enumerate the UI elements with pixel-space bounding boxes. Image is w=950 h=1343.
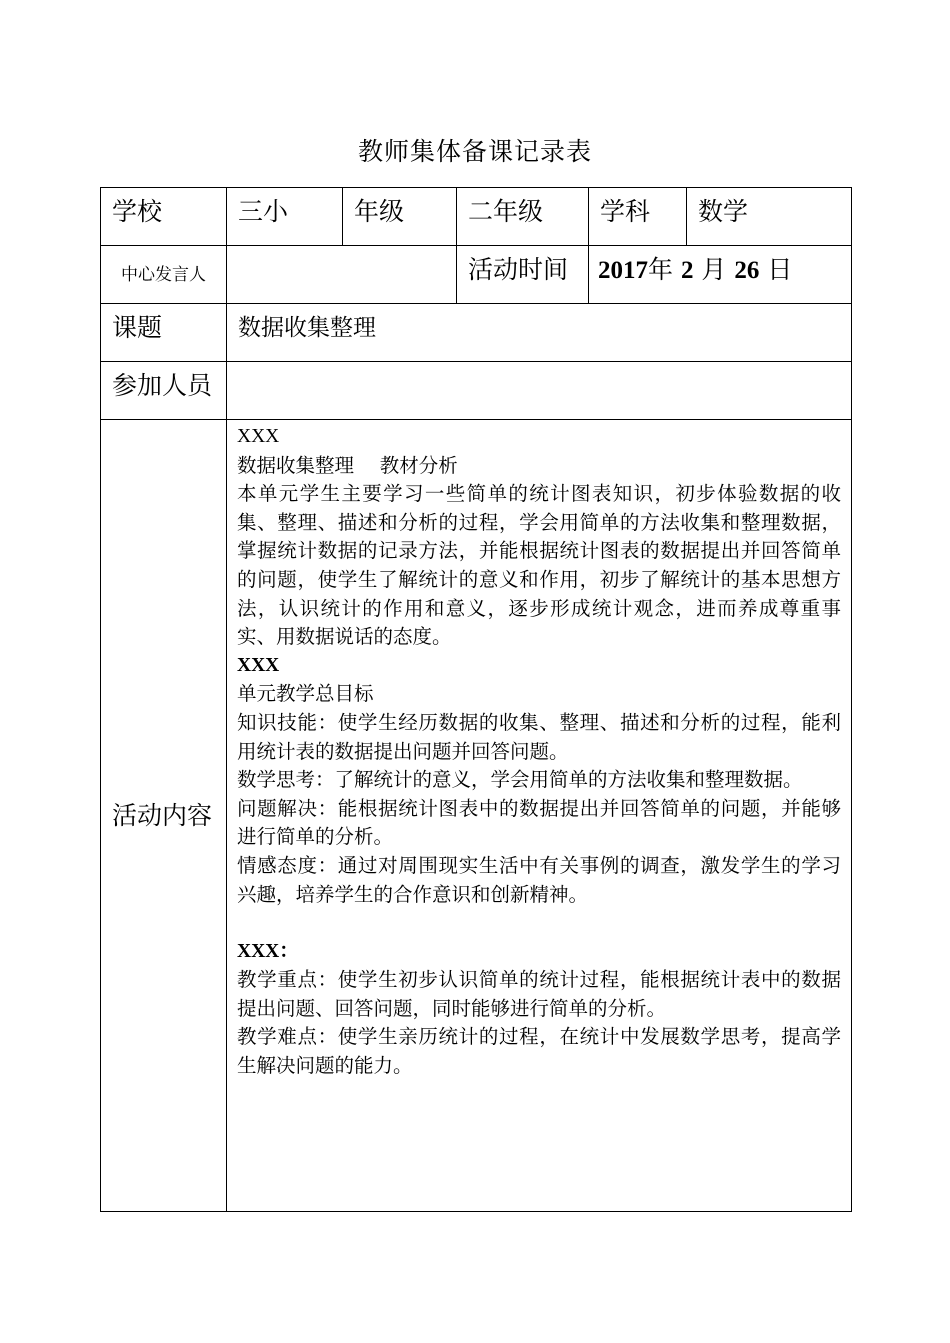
date-month: 2 <box>680 257 694 284</box>
topic-label: 课题 <box>101 304 227 362</box>
section1-body: 本单元学生主要学习一些简单的统计图表知识，初步体验数据的收集、整理、描述和分析的过程，学会用简单的方法收集和整理数据，掌握统计数据的记录方法，并能根据统计图表的数据提出并回答简单的问题，使学生了解统计的意义和作用，初步了解统计的基本思想方法，认识统计的作用和意义，逐步形成统计观念，进而养成尊重事实、用数据说话的态度。 <box>237 482 841 649</box>
participants-row <box>101 362 852 420</box>
date-day-unit: 日 <box>767 255 793 284</box>
date-day: 26 <box>734 257 760 284</box>
section1-heading: XXX <box>237 426 280 447</box>
section2-subtitle: 单元教学总目标 <box>237 682 374 706</box>
key-point-item: 教学重点：使学生初步认识简单的统计过程，能根据统计表中的数据提出问题、回答问题，同时能够进行简单的分析。 <box>237 968 841 1020</box>
section2-heading: XXX <box>237 654 280 676</box>
record-table <box>100 187 852 1212</box>
grade-label: 年级 <box>343 188 457 246</box>
activity-content-label: 活动内容 <box>101 420 227 1212</box>
document-title: 教师集体备课记录表 <box>357 137 592 166</box>
participants-label: 参加人员 <box>101 362 227 420</box>
date-year: 2017 <box>598 257 648 284</box>
activity-row <box>101 420 852 1212</box>
goal-item: 情感态度：通过对周围现实生活中有关事例的调查，激发学生的学习兴趣，培养学生的合作意识和创新精神。 <box>237 853 841 906</box>
goal-item: 问题解决：能根据统计图表中的数据提出并回答简单的问题，并能够进行简单的分析。 <box>237 796 841 849</box>
section1-subtitle: 数据收集整理 教材分析 <box>237 453 458 477</box>
date-month-unit: 月 <box>701 255 727 284</box>
grade-value[interactable]: 二年级 <box>457 188 589 246</box>
goal-item: 知识技能：使学生经历数据的收集、整理、描述和分析的过程，能利用统计表的数据提出问题并回答问题。 <box>237 710 841 763</box>
subject-label: 学科 <box>589 188 687 246</box>
topic-row <box>101 304 852 362</box>
school-label: 学校 <box>101 188 227 246</box>
participants-value[interactable] <box>227 362 852 420</box>
activity-content[interactable] <box>227 420 852 1212</box>
activity-date[interactable] <box>589 246 852 304</box>
topic-value[interactable]: 数据收集整理 <box>227 304 852 362</box>
key-point-item: 教学难点：使学生亲历统计的过程，在统计中发展数学思考，提高学生解决问题的能力。 <box>237 1025 841 1078</box>
subject-value[interactable]: 数学 <box>687 188 852 246</box>
date-year-unit: 年 <box>648 255 674 284</box>
speaker-value[interactable] <box>227 246 457 304</box>
header-row <box>101 188 852 246</box>
speaker-label: 中心发言人 <box>101 246 227 304</box>
blank-line <box>237 909 841 938</box>
speaker-row <box>101 246 852 304</box>
section3-heading: XXX： <box>237 940 299 962</box>
school-value[interactable]: 三小 <box>227 188 343 246</box>
activity-time-label: 活动时间 <box>457 246 589 304</box>
goal-item: 数学思考：了解统计的意义，学会用简单的方法收集和整理数据。 <box>237 768 803 792</box>
